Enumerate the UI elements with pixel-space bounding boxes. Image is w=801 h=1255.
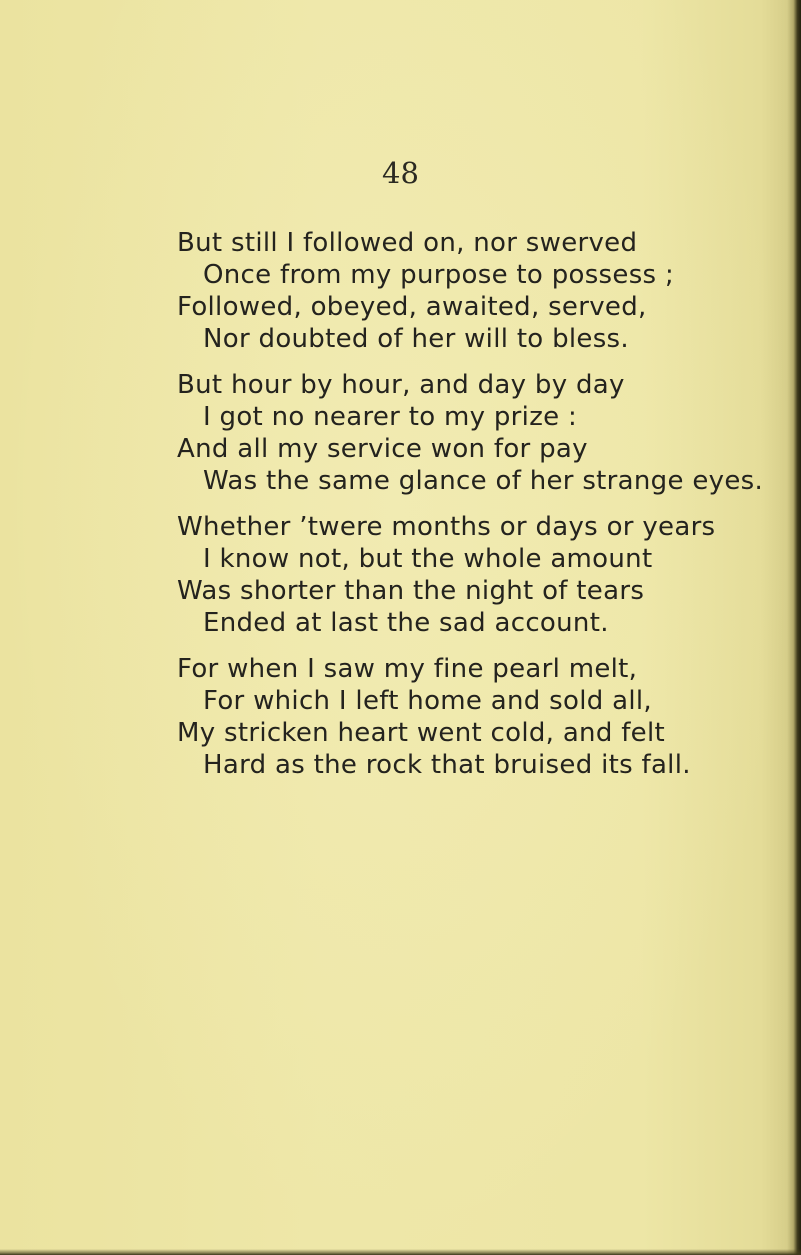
poem-line: But still I followed on, nor swerved (177, 228, 638, 258)
poem-line: Was the same glance of her strange eyes. (203, 466, 764, 496)
poem-line: Nor doubted of her will to bless. (203, 324, 629, 354)
poem-line: And all my service won for pay (177, 434, 588, 464)
poem-line: Hard as the rock that bruised its fall. (203, 750, 691, 780)
poem-line: Whether ’twere months or days or years (177, 512, 716, 542)
poem-line: Followed, obeyed, awaited, served, (177, 292, 647, 322)
poem-line: Once from my purpose to possess ; (203, 260, 675, 290)
poem-line: I know not, but the whole amount (203, 544, 653, 574)
poem-line: For which I left home and sold all, (203, 686, 652, 716)
page-number: 48 (382, 156, 419, 190)
poem-line: Ended at last the sad account. (203, 608, 609, 638)
poem-line: But hour by hour, and day by day (177, 370, 625, 400)
poem-line: For when I saw my fine pearl melt, (177, 654, 638, 684)
poem-line: I got no nearer to my prize : (203, 402, 578, 432)
poem-line: Was shorter than the night of tears (177, 576, 645, 606)
poem-line: My stricken heart went cold, and felt (177, 718, 665, 748)
